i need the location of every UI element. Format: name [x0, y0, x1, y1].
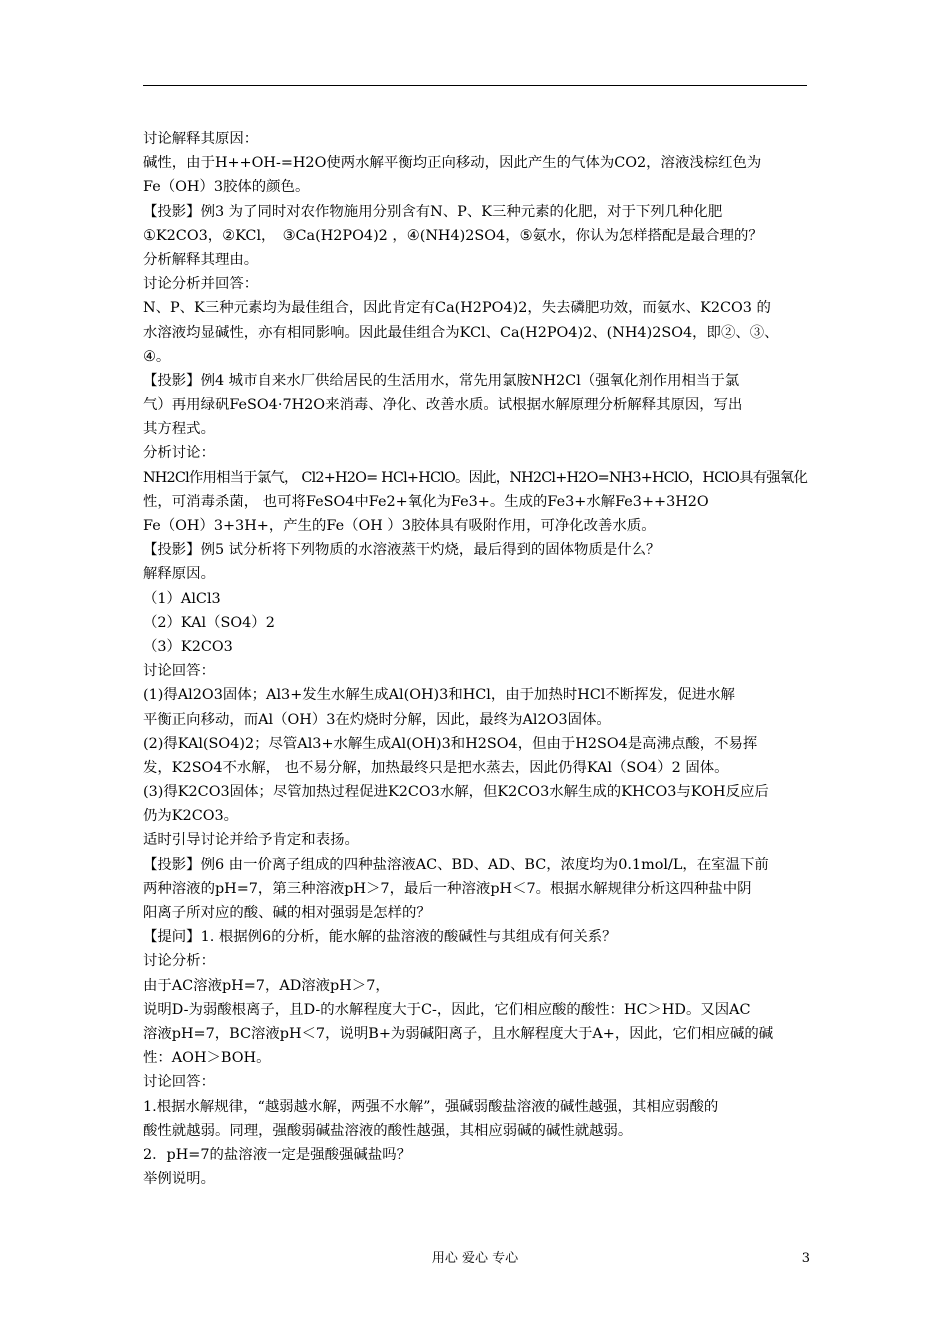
text-line: 发，K2SO4不水解， 也不易分解，加热最终只是把水蒸去，因此仍得KAl（SO4）2 固体。 [143, 759, 729, 776]
page-number: 3 [801, 1251, 810, 1266]
text-line: 性，可消毒杀菌， 也可将FeSO4中Fe2+氧化为Fe3+。生成的Fe3+水解Fe3++3H2O [143, 493, 709, 510]
text-line: 适时引导讨论并给予肯定和表扬。 [143, 832, 359, 849]
text-line: 性：AOH＞BOH。 [143, 1050, 271, 1067]
text-line: Fe（OH）3+3H+，产生的Fe（OH ）3胶体具有吸附作用，可净化改善水质。 [143, 518, 656, 534]
text-line: 仍为K2CO3。 [143, 808, 239, 825]
text-line: 2．pH=7的盐溶液一定是强酸强碱盐吗？ [143, 1146, 411, 1163]
text-line: 讨论回答： [143, 663, 215, 680]
text-line: (3)得K2CO3固体；尽管加热过程促进K2CO3水解，但K2CO3水解生成的KHCO3与KOH反应后 [143, 784, 769, 801]
text-line: 阳离子所对应的酸、碱的相对强弱是怎样的？ [143, 905, 431, 921]
text-line: 解释原因。 [143, 566, 215, 583]
text-line: 讨论解释其原因： [143, 131, 259, 147]
text-line: 溶液pH=7，BC溶液pH＜7，说明B+为弱碱阳离子，且水解程度大于A+，因此，它们相应碱的碱 [143, 1025, 774, 1042]
text-line: 碱性，由于H++OH-=H2O使两水解平衡均正向移动，因此产生的气体为CO2，溶液浅棕红色为 [143, 155, 762, 172]
text-line: （1）AlCl3 [143, 590, 221, 607]
text-line: 【提问】1. 根据例6的分析，能水解的盐溶液的酸碱性与其组成有何关系？ [143, 929, 617, 946]
footer-slogan: 用心 爱心 专心 [431, 1251, 519, 1266]
text-line: 举例说明。 [143, 1171, 215, 1188]
text-line: 气）再用绿矾FeSO4·7H2O来消毒、净化、改善水质。试根据水解原理分析解释其原因，写出 [143, 397, 743, 414]
text-line: 两种溶液的pH=7，第三种溶液pH＞7，最后一种溶液pH＜7。根据水解规律分析这四种盐中阴 [143, 880, 752, 897]
text-line: NH2Cl作用相当于氯气， Cl2+H2O= HCl+HClO。因此，NH2Cl+H2O=NH3+HClO，HClO具有强氧化 [143, 469, 808, 486]
text-line: (2)得KAl(SO4)2；尽管Al3+水解生成Al(OH)3和H2SO4，但由于H2SO4是高沸点酸，不易挥 [143, 735, 758, 752]
text-line: (1)得Al2O3固体；Al3+发生水解生成Al(OH)3和HCl，由于加热时HCl不断挥发，促进水解 [143, 687, 735, 704]
text-line: Fe（OH）3胶体的颜色。 [143, 179, 310, 196]
text-line: 分析解释其理由。 [143, 251, 259, 268]
document-body [143, 127, 810, 1191]
text-line: 说明D-为弱酸根离子，且D-的水解程度大于C-，因此，它们相应酸的酸性：HC＞HD。又因AC [143, 1001, 751, 1018]
text-line: 【投影】例3 为了同时对农作物施用分别含有N、P、K三种元素的化肥，对于下列几种化肥 [143, 203, 723, 220]
text-line: 其方程式。 [143, 421, 215, 438]
text-line: 讨论分析并回答： [143, 276, 259, 293]
text-line: 酸性就越弱。同理，强酸弱碱盐溶液的酸性越强，其相应弱碱的碱性就越弱。 [143, 1122, 633, 1139]
text-line: 讨论分析： [143, 953, 215, 970]
text-line: 【投影】例4 城市自来水厂供给居民的生活用水，常先用氯胺NH2Cl（强氧化剂作用相当于氯 [143, 372, 740, 389]
text-line: ①K2CO3，②KCl， ③Ca(H2PO4)2 ，④(NH4)2SO4，⑤氨水，你认为怎样搭配是最合理的？ [143, 227, 763, 244]
text-line: 平衡正向移动，而Al（OH）3在灼烧时分解，因此，最终为Al2O3固体。 [143, 711, 611, 728]
header-rule [143, 85, 807, 86]
text-line: 水溶液均显碱性，亦有相同影响。因此最佳组合为KCl、Ca(H2PO4)2、(NH4)2SO4，即②、③、 [143, 324, 779, 341]
text-line: ④。 [143, 348, 171, 365]
text-line: 【投影】例6 由一价离子组成的四种盐溶液AC、BD、AD、BC，浓度均为0.1mol/L，在室温下前 [143, 856, 769, 873]
text-line: 由于AC溶液pH=7，AD溶液pH＞7， [143, 977, 390, 994]
text-line: （3）K2CO3 [143, 638, 233, 655]
text-line: 讨论回答： [143, 1074, 215, 1091]
text-line: 分析讨论： [143, 445, 215, 462]
text-line: 1.根据水解规律，“越弱越水解，两强不水解”，强碱弱酸盐溶液的碱性越强，其相应弱酸的 [143, 1098, 719, 1115]
text-line: N、P、K三种元素均为最佳组合，因此肯定有Ca(H2PO4)2，失去磷肥功效，而氨水、K2CO3 的 [143, 300, 771, 317]
text-line: （2）KAl（SO4）2 [143, 614, 275, 631]
text-line: 【投影】例5 试分析将下列物质的水溶液蒸干灼烧，最后得到的固体物质是什么？ [143, 542, 661, 559]
